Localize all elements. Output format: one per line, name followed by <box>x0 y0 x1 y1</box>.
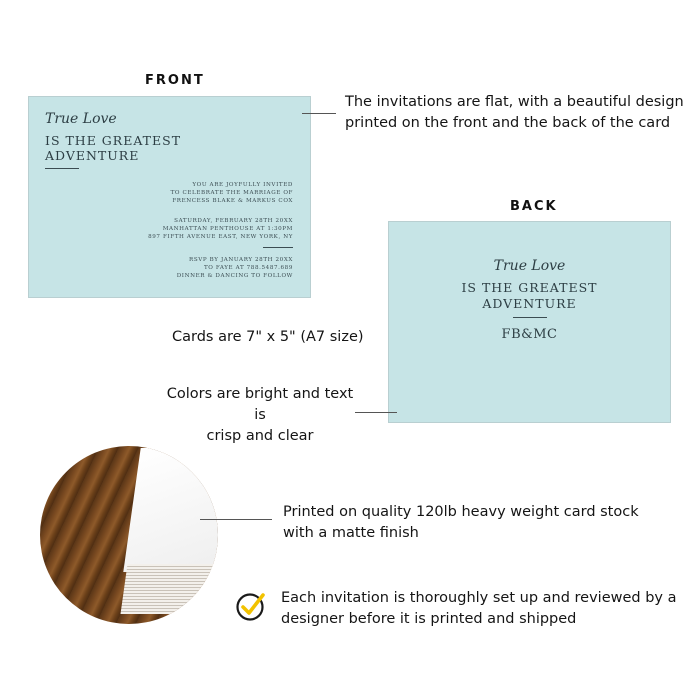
paper-caption-line: with a matte finish <box>283 525 419 541</box>
front-detail-line: FRENCESS BLAKE & MARKUS COX <box>172 198 293 204</box>
front-label: FRONT <box>145 73 205 88</box>
back-monogram: FB&MC <box>501 327 558 342</box>
front-title-divider <box>45 168 79 169</box>
colors-caption-leader <box>355 412 397 413</box>
paper-caption <box>283 502 639 544</box>
paper-top-sheet <box>123 448 218 572</box>
front-detail-line: TO CELEBRATE THE MARRIAGE OF <box>170 190 293 196</box>
back-title-divider <box>513 317 547 318</box>
back-label: BACK <box>510 199 558 214</box>
paper-stack-edges <box>120 564 218 614</box>
flat-caption-line: The invitations are flat, with a beautiful design <box>345 94 684 110</box>
paper-caption-leader <box>200 519 272 520</box>
front-card <box>28 96 311 298</box>
front-detail-line: SATURDAY, FEBRUARY 28TH 20XX <box>174 218 293 224</box>
review-caption <box>281 588 677 630</box>
front-detail-line: 897 FIFTH AVENUE EAST, NEW YORK, NY <box>148 234 293 240</box>
check-mark-stroke <box>243 595 263 613</box>
back-script-title: True Love <box>493 258 566 274</box>
review-caption-line: designer before it is printed and shipped <box>281 611 577 627</box>
back-title-line1: IS THE GREATEST <box>461 280 598 295</box>
paper-caption-line: Printed on quality 120lb heavy weight card stock <box>283 504 639 520</box>
front-title-line2: ADVENTURE <box>45 148 140 163</box>
flat-caption-leader <box>302 113 336 114</box>
front-script-title: True Love <box>45 111 117 127</box>
front-title-line1: IS THE GREATEST <box>45 133 182 148</box>
front-detail-line: MANHATTAN PENTHOUSE AT 1:30PM <box>162 226 293 232</box>
review-caption-line: Each invitation is thoroughly set up and reviewed by a <box>281 590 677 606</box>
colors-caption-line: crisp and clear <box>206 428 314 444</box>
colors-caption <box>160 384 360 447</box>
front-detail-line: TO FAYE AT 788.5487.689 <box>203 265 293 271</box>
front-detail-line: YOU ARE JOYFULLY INVITED <box>192 182 293 188</box>
back-card <box>388 221 671 423</box>
back-title-line2: ADVENTURE <box>482 296 577 311</box>
card-stock-photo <box>40 446 218 624</box>
colors-caption-line: Colors are bright and text is <box>166 386 354 423</box>
flat-caption <box>345 92 684 134</box>
flat-caption-line: printed on the front and the back of the card <box>345 115 671 131</box>
size-caption: Cards are 7" x 5" (A7 size) <box>172 329 364 345</box>
front-detail-divider <box>263 247 293 248</box>
front-detail-line: RSVP BY JANUARY 28TH 20XX <box>189 257 293 263</box>
check-circle-icon <box>235 590 267 622</box>
front-detail-line: DINNER & DANCING TO FOLLOW <box>176 273 293 279</box>
